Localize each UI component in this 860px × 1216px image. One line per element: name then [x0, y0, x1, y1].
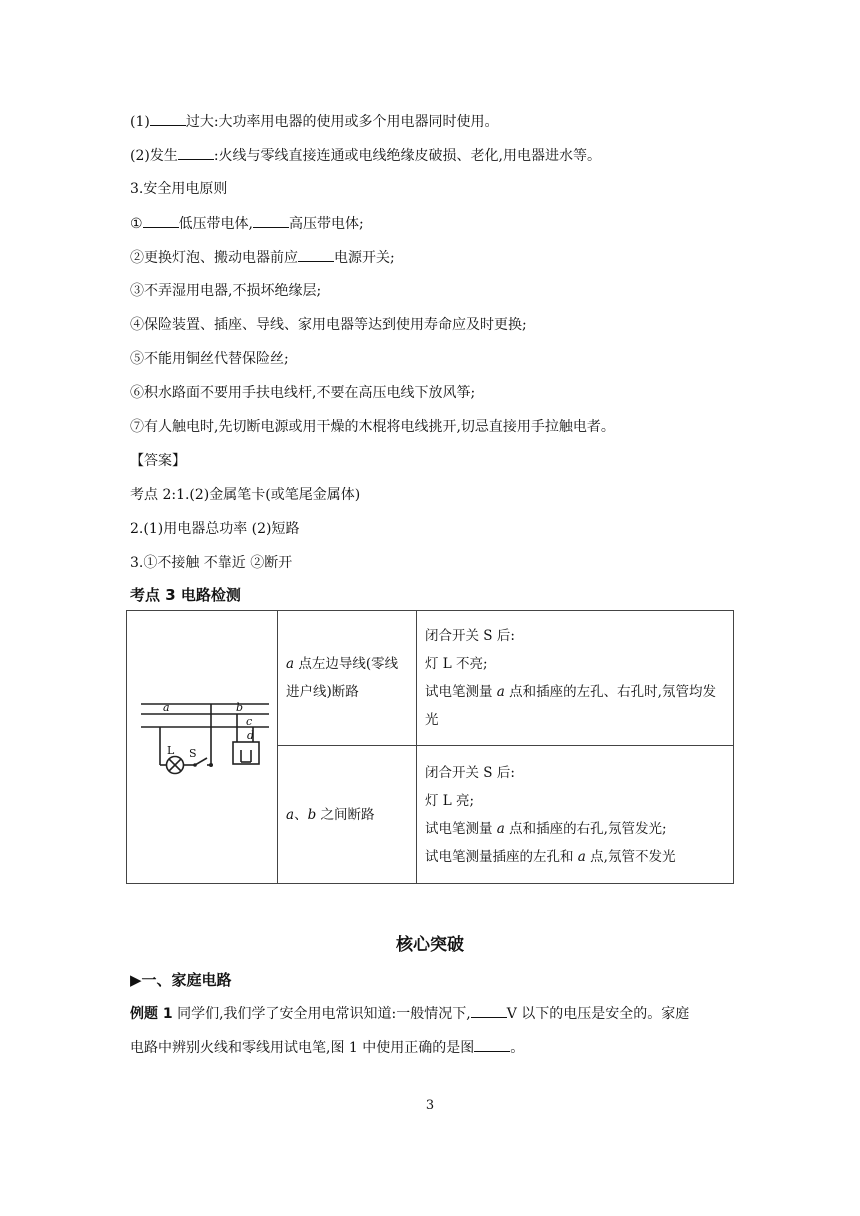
text: 点和插座的右孔,氖管发光; [504, 820, 667, 837]
principle-2 [130, 247, 395, 268]
fill-blank [298, 247, 334, 262]
short-circuit-line [130, 145, 601, 166]
text: 。 [510, 1040, 525, 1056]
circuit-diagram-cell [127, 611, 278, 884]
var-a: a [496, 684, 505, 700]
text: 低压带电体, [178, 216, 254, 232]
cause-cell-2 [278, 746, 417, 884]
text: V 以下的电压是安全的。家庭 [506, 1006, 690, 1022]
text: 之间断路 [316, 806, 375, 823]
text: 、 [294, 806, 308, 823]
fill-blank [253, 213, 289, 228]
subsection-household-circuit: ▶一、家庭电路 [130, 971, 232, 989]
text: 试电笔测量 [425, 684, 497, 700]
junction-dot [209, 763, 213, 767]
phenomenon-cell-2 [417, 746, 734, 884]
cause-cell-1 [278, 611, 417, 746]
text: 试电笔测量插座的左孔和 [425, 848, 578, 865]
var-a: a [286, 656, 295, 672]
var-b: b [307, 806, 317, 823]
text: (2)发生 [130, 148, 178, 164]
phenomenon-line [425, 815, 725, 843]
answer-heading: 【答案】 [130, 453, 186, 469]
var-a: a [577, 848, 586, 865]
phenomenon-line: 闭合开关 S 后: [425, 764, 515, 781]
switch-pivot [193, 763, 197, 767]
text: 电源开关; [334, 250, 395, 266]
page-number: 3 [425, 1098, 435, 1113]
phenomenon-line: 灯 L 不亮; [425, 656, 488, 672]
text: 高压带电体; [289, 216, 364, 232]
text: :火线与零线直接连通或电线绝缘皮破损、老化,用电器进水等。 [213, 148, 602, 164]
label-b: b [236, 701, 244, 714]
fill-blank [150, 111, 186, 126]
label-a: a [163, 701, 170, 714]
principle-4: ④保险装置、插座、导线、家用电器等达到使用寿命应及时更换; [130, 317, 527, 333]
label-d: d [247, 729, 255, 742]
text: 试电笔测量 [425, 820, 497, 837]
example-1-line-1 [130, 1003, 689, 1024]
principle-5: ⑤不能用铜丝代替保险丝; [130, 351, 289, 367]
text: 点,氖管不发光 [585, 848, 676, 865]
example-1-line-2 [130, 1037, 524, 1058]
label-c: c [246, 715, 253, 728]
section-3-title: 考点 3 电路检测 [130, 586, 241, 604]
circuit-detection-table [126, 610, 734, 884]
answer-3: 3.①不接触 不靠近 ②断开 [130, 555, 293, 571]
text: 过大:大功率用电器的使用或多个用电器同时使用。 [185, 114, 499, 130]
phenomenon-cell-1 [417, 611, 734, 746]
answer-1: 考点 2:1.(2)金属笔卡(或笔尾金属体) [130, 487, 361, 503]
principles-heading: 3.安全用电原则 [130, 181, 228, 197]
fill-blank [474, 1037, 510, 1052]
text: (1) [130, 114, 150, 130]
phenomenon-line: 灯 L 亮; [425, 792, 475, 809]
overload-line [130, 111, 499, 132]
var-a: a [496, 820, 505, 837]
text: 电路中辨别火线和零线用试电笔,图 1 中使用正确的是图 [130, 1040, 475, 1056]
answer-2: 2.(1)用电器总功率 (2)短路 [130, 521, 300, 537]
fill-blank [178, 145, 214, 160]
text: 同学们,我们学了安全用电常识知道:一般情况下, [172, 1006, 471, 1022]
fill-blank [471, 1003, 507, 1018]
fill-blank [143, 213, 179, 228]
label-switch: S [189, 747, 197, 760]
principle-3: ③不弄湿用电器,不损坏绝缘层; [130, 283, 322, 299]
phenomenon-line [425, 678, 725, 734]
text: 点和插座的左孔、右孔时,氖管均发光 [425, 684, 716, 728]
phenomenon-line: 闭合开关 S 后: [425, 628, 515, 644]
example-label: 例题 1 [130, 1006, 173, 1022]
var-a: a [286, 806, 295, 823]
cause-text: 点左边导线(零线进户线)断路 [286, 656, 399, 700]
principle-6: ⑥积水路面不要用手扶电线杆,不要在高压电线下放风筝; [130, 385, 476, 401]
text: ① [130, 216, 143, 232]
core-breakthrough-title: 核心突破 [396, 935, 464, 955]
principle-7: ⑦有人触电时,先切断电源或用干燥的木棍将电线挑开,切忌直接用手拉触电者。 [130, 419, 615, 435]
phenomenon-line [425, 843, 725, 871]
label-lamp: L [167, 744, 175, 757]
text: ②更换灯泡、搬动电器前应 [130, 250, 298, 266]
principle-1 [130, 213, 364, 234]
circuit-diagram [127, 692, 277, 792]
